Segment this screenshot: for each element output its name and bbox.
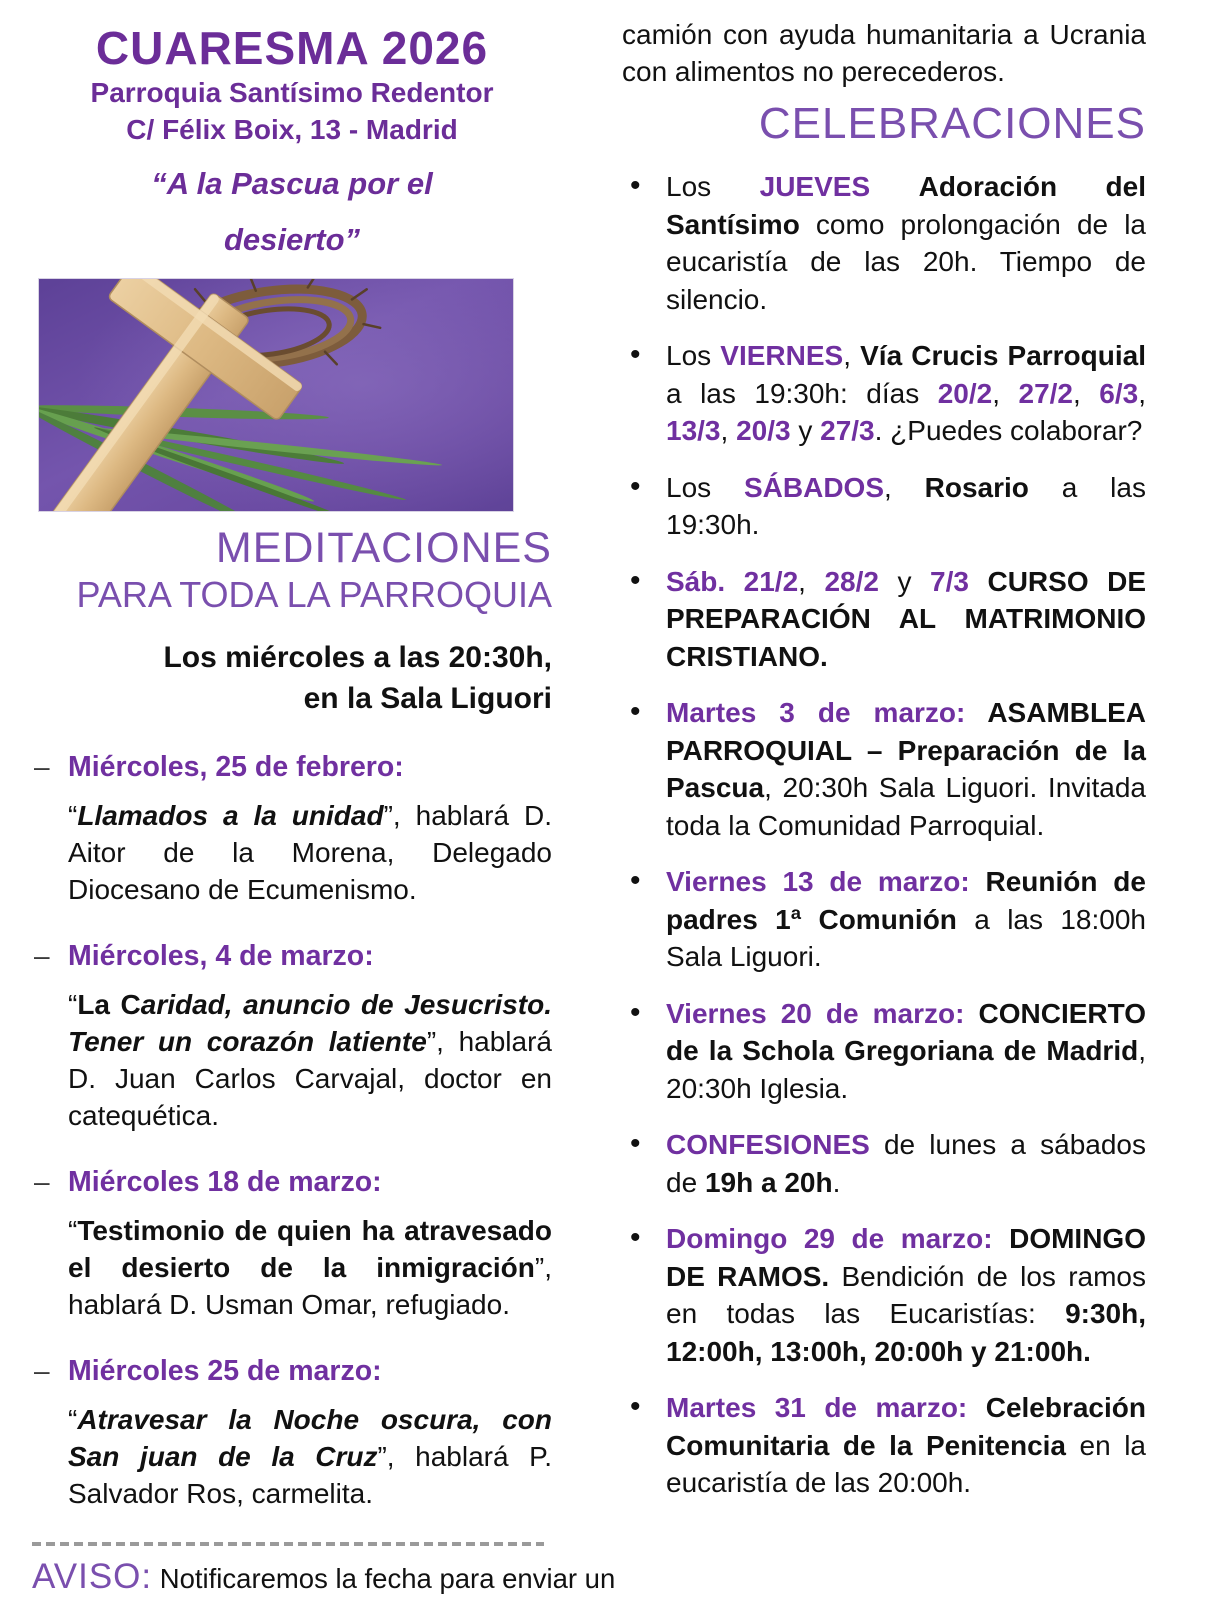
text-segment: Los bbox=[666, 340, 721, 371]
celebration-item bbox=[622, 863, 1146, 976]
entry-date: Miércoles, 25 de febrero: bbox=[68, 751, 404, 783]
celebration-item bbox=[622, 995, 1146, 1108]
text-segment: de lunes a sábados de bbox=[666, 1129, 1146, 1198]
page-title: CUARESMA 2026 bbox=[95, 22, 489, 74]
text-segment: como prolongación de la eucaristía de las 20h. Tiempo de silencio. bbox=[666, 208, 1146, 315]
text-segment: “ bbox=[68, 800, 78, 831]
text-segment: a las 18:00h Sala Liguori. bbox=[666, 903, 1147, 972]
text-segment: , 20:30h Sala Liguori. Invitada toda la Comunidad Parroquial. bbox=[666, 772, 1146, 841]
text-segment: Bendición de los ramos en todas las Eucaristías: bbox=[666, 1260, 1147, 1329]
lent-photo-illustration bbox=[39, 279, 513, 511]
text-segment: Domingo 29 de marzo: bbox=[666, 1223, 1010, 1254]
text-segment: aridad, anuncio de Jesucristo. Tener un corazón latiente bbox=[68, 989, 552, 1057]
text-segment: 19h a 20h bbox=[704, 1166, 833, 1198]
entry-body bbox=[68, 1212, 552, 1323]
text-segment: JUEVES bbox=[759, 171, 871, 202]
parish-name: Parroquia Santísimo Redentor bbox=[90, 77, 494, 108]
text-segment: , bbox=[798, 565, 825, 597]
left-column bbox=[32, 0, 616, 1597]
text-segment: Atravesar la Noche oscura, con San juan de la Cruz bbox=[68, 1404, 552, 1472]
text-segment: 28/2 bbox=[824, 565, 879, 597]
text-segment: Los bbox=[666, 471, 744, 503]
schedule-line1: Los miércoles a las 20:30h, bbox=[163, 641, 552, 674]
celebration-item bbox=[622, 469, 1146, 544]
text-segment: Celebración Comunitaria de la Penitencia bbox=[666, 1392, 1146, 1461]
text-segment: a las 19:30h. bbox=[666, 471, 1146, 540]
celebration-item bbox=[622, 1126, 1146, 1201]
text-segment: Viernes 13 de marzo: bbox=[666, 866, 986, 897]
celebration-item bbox=[622, 1389, 1146, 1502]
aviso-continuation: camión con ayuda humanitaria a Ucrania con alimentos no perecederos. bbox=[622, 19, 1146, 87]
text-segment: Testimonio de quien ha atravesado el desierto de la inmigración bbox=[68, 1215, 552, 1283]
text-segment bbox=[870, 171, 918, 202]
entry-body bbox=[68, 1401, 552, 1512]
dashed-separator bbox=[32, 1542, 544, 1546]
text-segment: CONFESIONES bbox=[666, 1129, 870, 1160]
text-segment: , bbox=[843, 340, 861, 371]
text-segment bbox=[969, 566, 988, 597]
text-segment: 6/3 bbox=[1099, 377, 1139, 409]
text-segment: y bbox=[878, 565, 931, 597]
text-segment: ”, hablará P. Salvador Ros, carmelita. bbox=[68, 1441, 552, 1509]
text-segment: Martes 31 de marzo: bbox=[666, 1392, 986, 1423]
text-segment: , bbox=[1138, 377, 1146, 409]
text-segment: Reunión de padres 1ª Comunión bbox=[666, 866, 1146, 935]
aviso-label: AVISO: bbox=[32, 1557, 153, 1596]
celebration-item bbox=[622, 337, 1146, 450]
text-segment: ASAMBLEA PARROQUIAL – Preparación de la Pascua bbox=[666, 697, 1146, 803]
meditaciones-schedule bbox=[32, 637, 552, 719]
text-segment: y bbox=[790, 415, 821, 446]
celebration-item bbox=[622, 694, 1146, 844]
right-column bbox=[622, 0, 1146, 1521]
text-segment: , bbox=[720, 415, 737, 446]
text-segment: , bbox=[992, 377, 1019, 409]
entry-date: Miércoles 25 de marzo: bbox=[68, 1355, 382, 1387]
text-segment: CONCIERTO de la Schola Gregoriana de Madrid bbox=[666, 997, 1146, 1066]
text-segment: “ bbox=[68, 1215, 78, 1246]
text-segment: Viernes 20 de marzo: bbox=[666, 997, 979, 1029]
lent-motto-line1: “A la Pascua por el bbox=[151, 166, 433, 201]
entry-date: Miércoles 18 de marzo: bbox=[68, 1166, 382, 1198]
entry-body bbox=[68, 797, 552, 908]
meditaciones-heading: MEDITACIONES bbox=[215, 524, 552, 572]
text-segment: SÁBADOS bbox=[744, 471, 885, 503]
text-segment: 20/2 bbox=[937, 377, 993, 409]
lent-photo bbox=[38, 278, 514, 512]
schedule-line2: en la Sala Liguori bbox=[303, 682, 552, 715]
text-segment: Sáb. 21/2 bbox=[666, 565, 799, 597]
text-segment: a las 19:30h: días bbox=[666, 377, 938, 409]
text-segment: ”, hablará D. Usman Omar, refugiado. bbox=[68, 1252, 552, 1320]
text-segment: . bbox=[832, 1166, 841, 1198]
text-segment: CURSO DE PREPARACIÓN AL MATRIMONIO CRISTIANO. bbox=[666, 565, 1147, 672]
text-segment: . ¿Puedes colaborar? bbox=[874, 415, 1143, 446]
text-segment: 27/2 bbox=[1018, 377, 1073, 409]
meditaciones-subheading: PARA TODA LA PARROQUIA bbox=[76, 574, 552, 615]
text-segment: Los bbox=[666, 171, 760, 202]
text-segment: Adoración del Santísimo bbox=[666, 171, 1146, 240]
text-segment: ”, hablará D. Aitor de la Morena, Delegado Diocesano de Ecumenismo. bbox=[68, 800, 552, 905]
text-segment: , 20:30h Iglesia. bbox=[666, 1035, 1146, 1104]
text-segment: La C bbox=[77, 989, 141, 1020]
meditation-entry bbox=[32, 939, 552, 1134]
text-segment: 13/3 bbox=[666, 415, 721, 446]
meditation-entry bbox=[32, 750, 552, 908]
meditation-entry bbox=[32, 1165, 552, 1323]
aviso-text: Notificaremos la fecha para enviar un bbox=[152, 1563, 616, 1594]
lent-motto bbox=[32, 156, 552, 268]
entry-date: Miércoles, 4 de marzo: bbox=[68, 940, 374, 972]
text-segment: Martes 3 de marzo: bbox=[666, 697, 988, 728]
entry-dash-marker: – bbox=[34, 1355, 50, 1386]
aviso-line bbox=[32, 1557, 616, 1597]
text-segment: “ bbox=[68, 989, 78, 1020]
entry-dash-marker: – bbox=[34, 940, 50, 971]
meditation-entry bbox=[32, 1354, 552, 1512]
celebration-item bbox=[622, 563, 1146, 676]
celebraciones-heading: CELEBRACIONES bbox=[758, 99, 1146, 148]
meditation-entries bbox=[32, 750, 552, 1512]
text-segment: DOMINGO DE RAMOS. bbox=[666, 1223, 1146, 1292]
text-segment: 27/3 bbox=[820, 415, 875, 446]
text-segment: 20/3 bbox=[736, 415, 791, 446]
entry-dash-marker: – bbox=[34, 1166, 50, 1197]
celebration-list bbox=[622, 168, 1146, 1502]
entry-body bbox=[68, 986, 552, 1134]
lent-motto-line2: desierto” bbox=[223, 222, 361, 257]
entry-dash-marker: – bbox=[34, 751, 50, 782]
text-segment: , bbox=[884, 471, 925, 503]
text-segment: Rosario bbox=[924, 471, 1029, 503]
text-segment: 9:30h, 12:00h, 13:00h, 20:00h y 21:00h. bbox=[666, 1298, 1146, 1367]
text-segment: Vía Crucis Parroquial bbox=[860, 340, 1146, 371]
text-segment: en la eucaristía de las 20:00h. bbox=[666, 1429, 1146, 1498]
text-segment: ”, hablará D. Juan Carlos Carvajal, doctor en catequética. bbox=[68, 1026, 552, 1131]
text-segment: , bbox=[1073, 377, 1100, 409]
text-segment: “ bbox=[68, 1404, 78, 1435]
text-segment: VIERNES bbox=[720, 340, 844, 371]
celebration-item bbox=[622, 168, 1146, 318]
text-segment: Llamados a la unidad bbox=[77, 800, 384, 831]
text-segment: 7/3 bbox=[930, 565, 969, 597]
celebration-item bbox=[622, 1220, 1146, 1370]
parish-address: C/ Félix Boix, 13 - Madrid bbox=[126, 114, 458, 145]
